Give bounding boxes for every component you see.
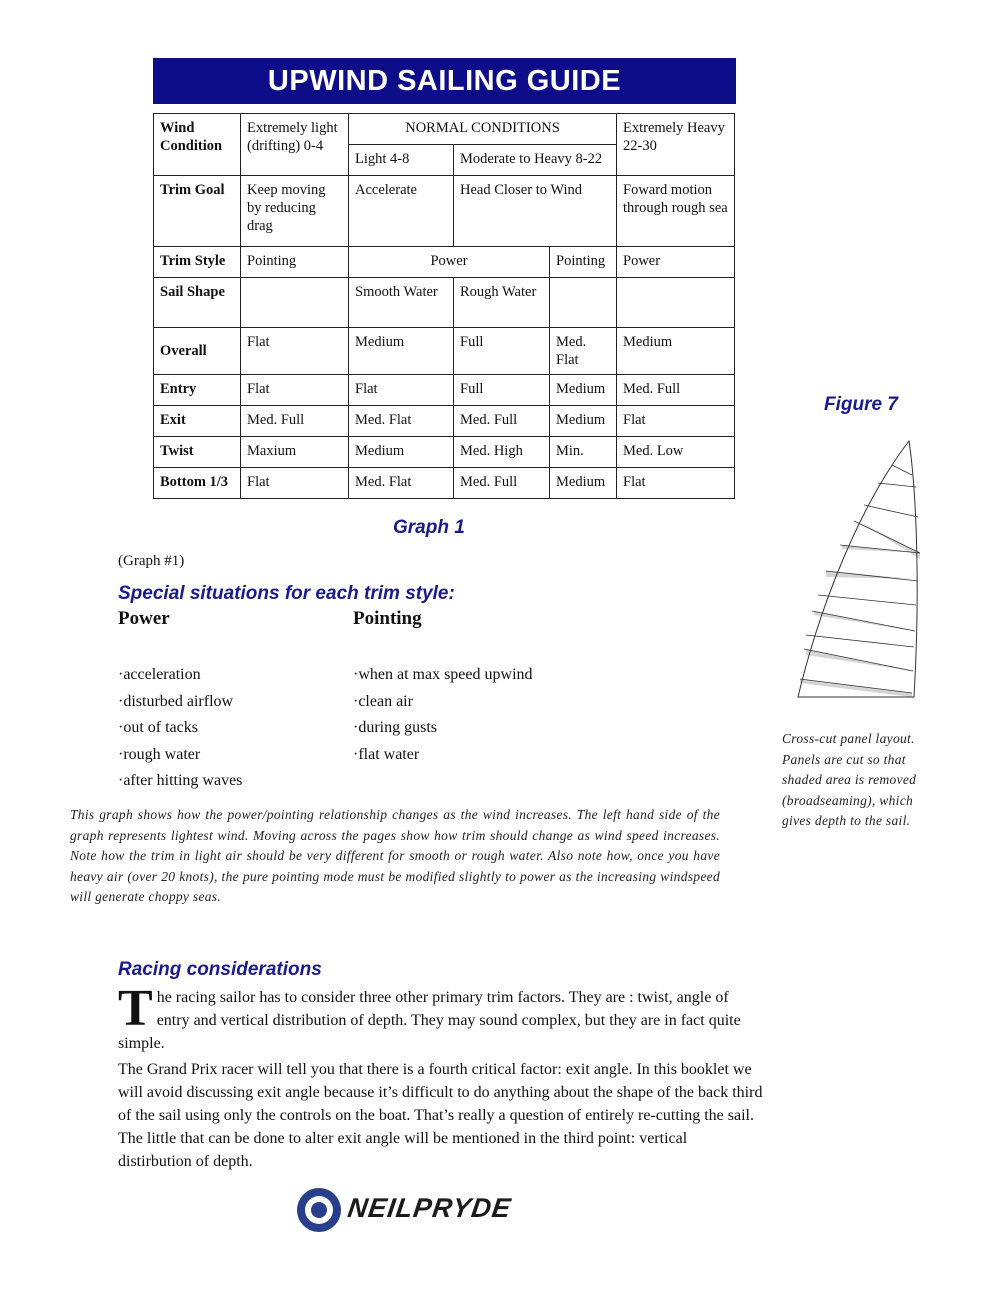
cell: Med. Low: [617, 437, 735, 468]
pointing-list: [353, 662, 533, 768]
cell: Power: [349, 247, 550, 278]
cell: Medium: [550, 375, 617, 406]
cell: Flat: [617, 406, 735, 437]
cell: [241, 278, 349, 328]
list-item: ·clean air: [353, 692, 413, 710]
row-header-sail-shape: Sail Shape: [154, 278, 241, 328]
logo-wordmark: NEILPRYDE: [345, 1193, 514, 1223]
logo-target-icon: [296, 1187, 342, 1233]
row-header-trim-style: Trim Style: [154, 247, 241, 278]
power-list: [118, 662, 242, 795]
cell: Medium: [617, 328, 735, 375]
row-header-entry: Entry: [154, 375, 241, 406]
list-item: ·during gusts: [353, 719, 437, 736]
cell: Keep moving by reducing drag: [241, 176, 349, 247]
cell: Head Closer to Wind: [454, 176, 617, 247]
list-item: ·when at max speed upwind: [353, 666, 533, 683]
cell-extremely-heavy: Extremely Heavy 22-30: [617, 114, 735, 176]
racing-heading: Racing considerations: [118, 959, 322, 980]
upwind-sailing-table: [153, 113, 735, 499]
graph-reference: (Graph #1): [118, 553, 185, 569]
row-header-exit: Exit: [154, 406, 241, 437]
cell-normal-conditions: NORMAL CONDITIONS: [349, 114, 617, 145]
cell: Full: [454, 375, 550, 406]
list-item: ·after hitting waves: [118, 772, 243, 789]
drop-cap: T: [118, 980, 153, 1037]
cell: Full: [454, 328, 550, 375]
cell: Smooth Water: [349, 278, 454, 328]
cell: Power: [617, 247, 735, 278]
cell-moderate-heavy: Moderate to Heavy 8-22: [454, 145, 617, 176]
cell: Medium: [349, 328, 454, 375]
pointing-heading: Pointing: [353, 608, 422, 629]
row-header-wind-condition: Wind Condition: [154, 114, 241, 176]
sail-diagram: [790, 435, 930, 705]
figure-caption: Cross-cut panel layout. Panels are cut so that shaded area is removed (broadseaming), which gives depth to the sail.: [782, 731, 917, 828]
cell: Maxium: [241, 437, 349, 468]
cell: Pointing: [241, 247, 349, 278]
page-banner-title: UPWIND SAILING GUIDE: [153, 58, 736, 104]
cell: Medium: [349, 437, 454, 468]
cell: Med. Full: [241, 406, 349, 437]
racing-paragraph-2: The Grand Prix racer will tell you that there is a fourth critical factor: exit angle. In this booklet we will avoid discussing exit angle because it’s difficult to do anything about the shape of the back third of the sail using only the controls on the boat. That’s really a question of entirely re-cutting the sail. The little that can be done to alter exit angle will be mentioned in the third point: vertical distirbution of depth.: [118, 1061, 763, 1170]
cell: [550, 278, 617, 328]
graph-label: Graph 1: [393, 517, 465, 538]
list-item: ·out of tacks: [118, 719, 198, 736]
cell: Med. Flat: [349, 406, 454, 437]
cell-light: Light 4-8: [349, 145, 454, 176]
row-header-twist: Twist: [154, 437, 241, 468]
figure-label: Figure 7: [824, 394, 898, 415]
cell: Flat: [241, 375, 349, 406]
row-header-trim-goal: Trim Goal: [154, 176, 241, 247]
cell: Med. Flat: [349, 468, 454, 499]
cell: Pointing: [550, 247, 617, 278]
cell: Rough Water: [454, 278, 550, 328]
racing-paragraph-1: [118, 980, 763, 1055]
neilpryde-logo: [296, 1187, 566, 1233]
cell: Medium: [550, 406, 617, 437]
sail-outline: [798, 441, 917, 697]
cell: Foward motion through rough sea: [617, 176, 735, 247]
cell: Accelerate: [349, 176, 454, 247]
list-item: ·acceleration: [118, 666, 201, 683]
cell: Flat: [241, 468, 349, 499]
special-situations-heading: Special situations for each trim style:: [118, 583, 455, 604]
cell-extremely-light: Extremely light (drifting) 0-4: [241, 114, 349, 176]
row-header-bottom-third: Bottom 1/3: [154, 468, 241, 499]
sail-seams: [800, 465, 920, 693]
cell: Med. High: [454, 437, 550, 468]
cell: Med. Flat: [550, 328, 617, 375]
cell: Med. Full: [454, 406, 550, 437]
cell: Med. Full: [617, 375, 735, 406]
row-header-overall: Overall: [154, 328, 241, 375]
cell: Med. Full: [454, 468, 550, 499]
racing-text-1: he racing sailor has to consider three other primary trim factors. They are : twist, angle of entry and vertical distribution of depth. They may sound complex, but they are in fact quite simple.: [118, 989, 741, 1052]
list-item: ·rough water: [118, 745, 201, 763]
list-item: ·flat water: [353, 745, 420, 763]
cell: Medium: [550, 468, 617, 499]
cell: Flat: [617, 468, 735, 499]
power-heading: Power: [118, 608, 170, 629]
cell: Flat: [349, 375, 454, 406]
list-item: ·disturbed airflow: [118, 692, 234, 710]
cell: [617, 278, 735, 328]
cell: Min.: [550, 437, 617, 468]
graph-caption: This graph shows how the power/pointing relationship changes as the wind increases. The left hand side of the graph represents lightest wind. Moving across the pages show how trim should change as wind speed increases. Note how the trim in light air should be very different for smooth or rough water. Also note how, once you have heavy air (over 20 knots), the pure pointing mode must be modified slightly to power as the increasing windspeed will generate choppy seas.: [70, 807, 720, 904]
cell: Flat: [241, 328, 349, 375]
